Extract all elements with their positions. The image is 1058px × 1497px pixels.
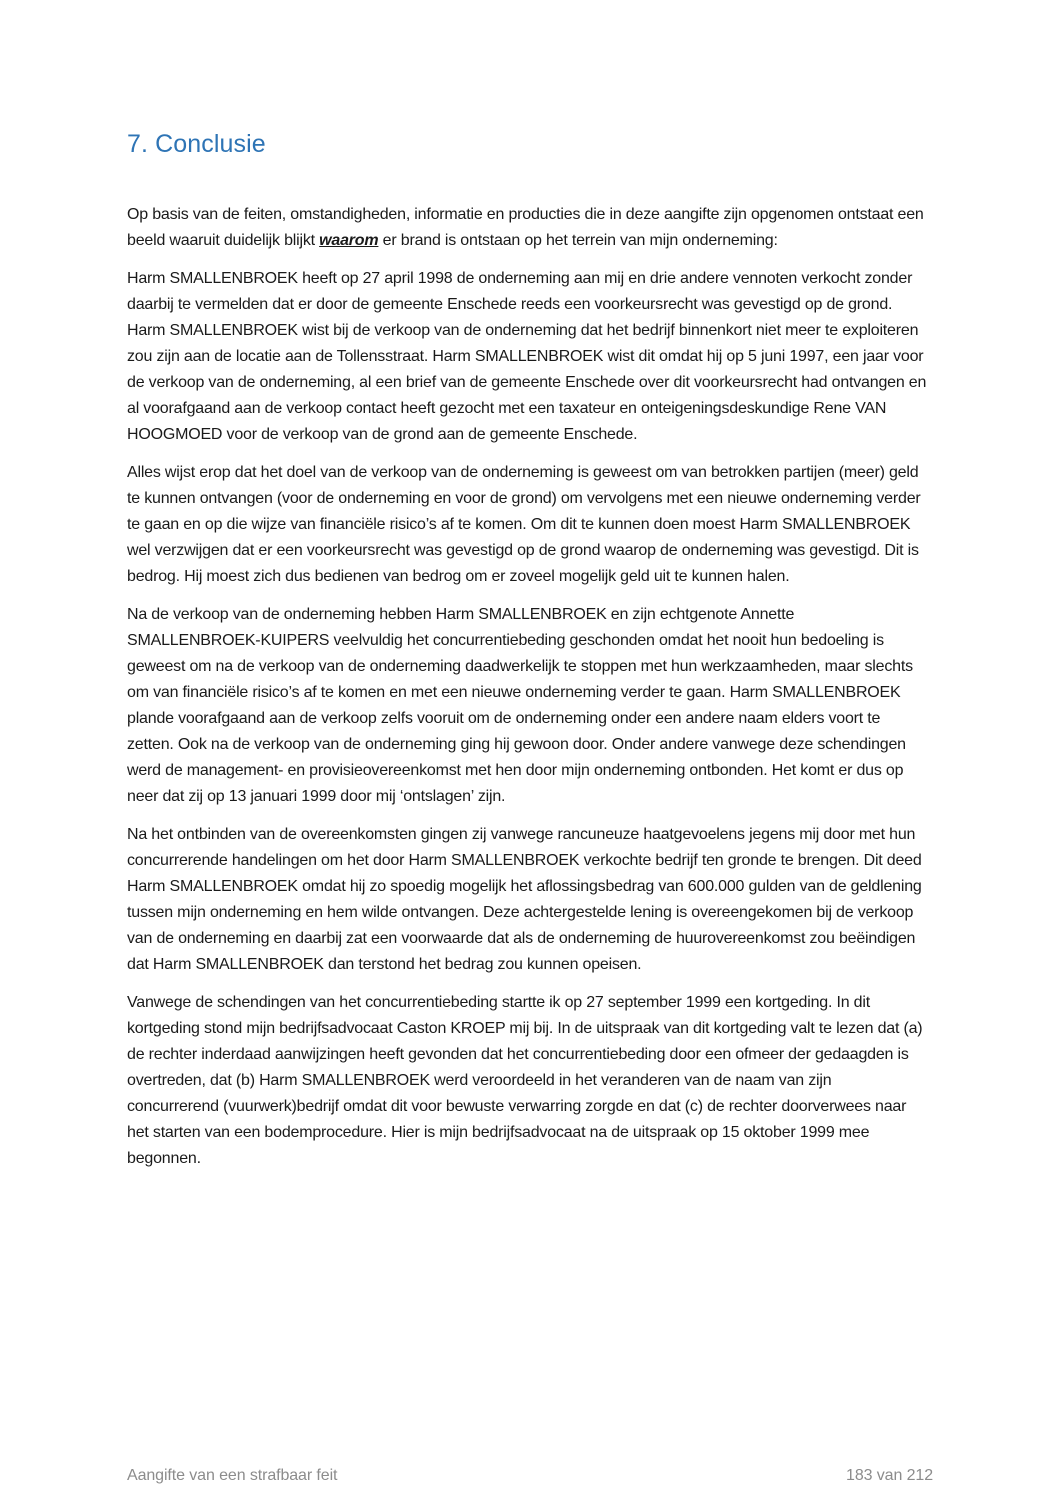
body-text	[127, 202, 927, 1184]
paragraph-loan: Na het ontbinden van de overeenkomsten gingen zij vanwege rancuneuze haatgevoelens jegens mij door met hun concurrerende handelingen om het door Harm SMALLENBROEK verkochte bedrijf ten gronde te brengen. Dit deed Harm SMALLENBROEK omdat hij zo spoedig mogelijk het aflossingsbedrag van 600.000 gulden van de geldlening tussen mijn onderneming en hem wilde ontvangen. Deze achtergestelde lening is overeengekomen bij de verkoop van de onderneming en daarbij zat een voorwaarde dat als de onderneming de huurovereenkomst zou beëindigen dat Harm SMALLENBROEK dan terstond het bedrag zou kunnen opeisen.	[127, 826, 922, 973]
paragraph-competition-clause: Na de verkoop van de onderneming hebben Harm SMALLENBROEK en zijn echtgenote Annette SMALLENBROEK-KUIPERS veelvuldig het concurrentiebeding geschonden omdat het nooit hun bedoeling is geweest om na de verkoop van de onderneming daadwerkelijk te stoppen met hun werkzaamheden, maar slechts om van financiële risico’s af te komen en met een nieuwe onderneming verder te gaan. Harm SMALLENBROEK plande voorafgaand aan de verkoop zelfs vooruit om de onderneming onder een andere naam elders voort te zetten. Ook na de verkoop van de onderneming ging hij gewoon door. Onder andere vanwege deze schendingen werd de management- en provisieovereenkomst met hen door mijn onderneming ontbonden. Het komt er dus op neer dat zij op 13 januari 1999 door mij ‘ontslagen’ zijn.	[127, 606, 913, 805]
paragraph-sale: Harm SMALLENBROEK heeft op 27 april 1998 de onderneming aan mij en drie andere vennoten verkocht zonder daarbij te vermelden dat er door de gemeente Enschede reeds een voorkeursrecht was gevestigd op de grond. Harm SMALLENBROEK wist bij de verkoop van de onderneming dat het bedrijf binnenkort niet meer te exploiteren zou zijn aan de locatie aan de Tollensstraat. Harm SMALLENBROEK wist dit omdat hij op 5 juni 1997, een jaar voor de verkoop van de onderneming, al een brief van de gemeente Enschede over dit voorkeursrecht had ontvangen en al voorafgaand aan de verkoop contact heeft gezocht met een taxateur en onteigeningsdeskundige Rene VAN HOOGMOED voor de verkoop van de grond aan de gemeente Enschede.	[127, 270, 927, 443]
paragraph-motive: Alles wijst erop dat het doel van de verkoop van de onderneming is geweest om van betrokken partijen (meer) geld te kunnen ontvangen (voor de onderneming en voor de grond) om vervolgens met een nieuwe onderneming verder te gaan en op die wijze van financiële risico’s af te komen. Om dit te kunnen doen moest Harm SMALLENBROEK wel verzwijgen dat er een voorkeursrecht was gevestigd op de grond waarop de onderneming was gevestigd. Dit is bedrog. Hij moest zich dus bedienen van bedrog om er zoveel mogelijk geld uit te kunnen halen.	[127, 464, 921, 585]
page-number: 183 van 212	[846, 1467, 933, 1484]
footer-title: Aangifte van een strafbaar feit	[127, 1467, 338, 1484]
paragraph-intro-end: er brand is ontstaan op het terrein van mijn onderneming:	[378, 232, 778, 249]
paragraph-court-case: Vanwege de schendingen van het concurrentiebeding startte ik op 27 september 1999 een kortgeding. In dit kortgeding stond mijn bedrijfsadvocaat Caston KROEP mij bij. In de uitspraak van dit kortgeding valt te lezen dat (a) de rechter inderdaad aanwijzingen heeft gevonden dat het concurrentiebeding door een ofmeer der gedaagden is overtreden, dat (b) Harm SMALLENBROEK werd veroordeeld in het veranderen van de naam van zijn concurrerend (vuurwerk)bedrijf omdat dit voor bewuste verwarring zorgde en dat (c) de rechter doorverwees naar het starten van een bodemprocedure. Hier is mijn bedrijfsadvocaat na de uitspraak op 15 oktober 1999 mee begonnen.	[127, 994, 923, 1167]
paragraph-intro	[127, 202, 927, 254]
document-page	[127, 0, 933, 1497]
emphasized-word: waarom	[319, 232, 379, 249]
section-heading: 7. Conclusie	[127, 130, 266, 158]
paragraph-intro-start: Op basis van de feiten, omstandigheden, informatie en producties die in deze aangifte zijn opgenomen ontstaat een beeld waaruit duidelijk blijkt	[127, 206, 924, 249]
page-footer	[127, 1466, 933, 1486]
